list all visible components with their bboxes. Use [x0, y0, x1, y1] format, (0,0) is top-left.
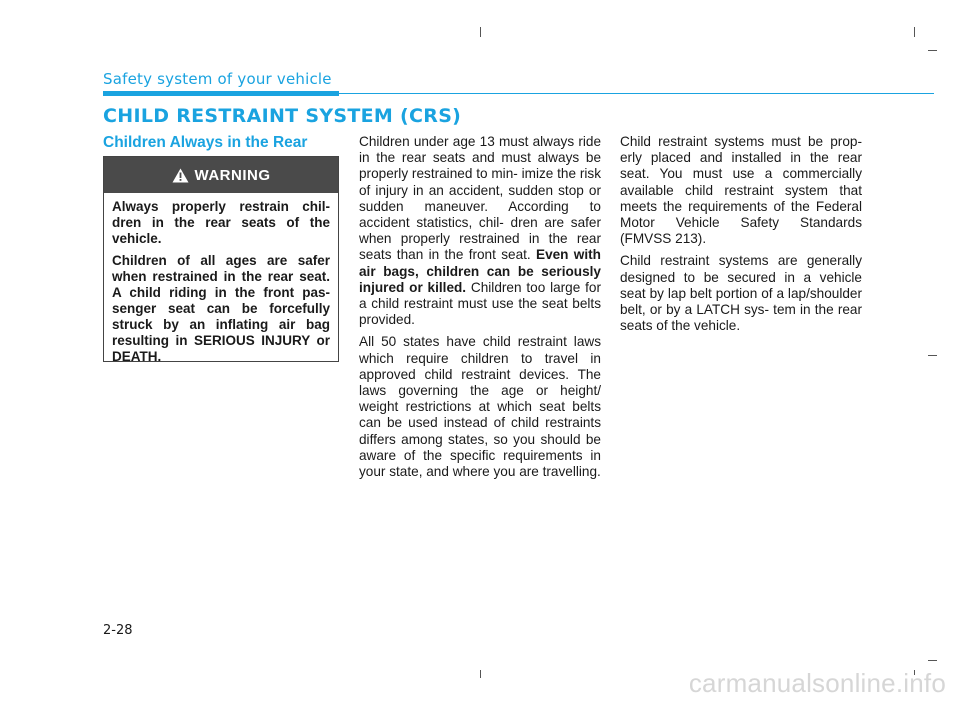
body-text-bold: Even with air bags, children can be seriously injured or killed.	[359, 247, 601, 295]
body-paragraph: Child restraint systems must be prop- erly placed and installed in the rear seat. You must use a commercially available child restraint system that meets the requirements of the Federal Motor Vehicle Safety Standards (FMVSS 213).	[620, 134, 862, 247]
body-text: Children too large for a child restraint must use the seat belts provided.	[359, 279, 601, 328]
section-header-label: Safety system of your vehicle	[103, 70, 332, 88]
warning-paragraph: Children of all ages are safer when restrained in the rear seat. A child riding in the front pas- senger seat can be forcefully struck by an inflating air bag resulting in SERIOUS INJURY or DEATH.	[112, 253, 330, 364]
body-paragraph: Child restraint systems are generally designed to be secured in a vehicle seat by lap belt portion of a lap/shoulder belt, or by a LATCH sys- tem in the rear seats of the vehicle.	[620, 253, 862, 334]
page-number: 2-28	[103, 623, 133, 638]
warning-box	[103, 156, 339, 362]
crop-mark	[928, 660, 937, 661]
page-title: CHILD RESTRAINT SYSTEM (CRS)	[103, 105, 462, 127]
watermark: carmanualsonline.info	[688, 668, 946, 698]
crop-mark	[480, 670, 481, 678]
crop-mark	[928, 355, 937, 356]
warning-body	[104, 193, 338, 365]
warning-paragraph: Always properly restrain chil- dren in the rear seats of the vehicle.	[112, 199, 330, 246]
warning-header	[104, 157, 338, 193]
body-paragraph: All 50 states have child restraint laws which require children to travel in approved child restraint devices. The laws governing the age or height/ weight restrictions at which seat belts can be used instead of child restraints differs among states, so you should be aware of the specific requirements in your state, and where you are travelling.	[359, 334, 601, 480]
header-rule-thick	[103, 91, 339, 96]
body-column-right	[620, 134, 862, 340]
body-text: Children under age 13 must always ride in the rear seats and must always be properly restrained to min- imize the risk of injury in an accident, sudden stop or sudden maneuver. According to accident statistics, chil- dren are safer when properly restrained in the rear seats than in the front seat.	[359, 134, 601, 263]
crop-mark	[480, 27, 481, 37]
warning-triangle-icon	[172, 168, 189, 183]
crop-mark	[928, 50, 937, 51]
body-column-middle	[359, 134, 601, 486]
subsection-title: Children Always in the Rear	[103, 134, 308, 151]
body-paragraph	[359, 134, 601, 328]
header-rule-thin	[339, 93, 934, 94]
crop-mark	[914, 27, 915, 37]
warning-title: WARNING	[194, 166, 271, 184]
